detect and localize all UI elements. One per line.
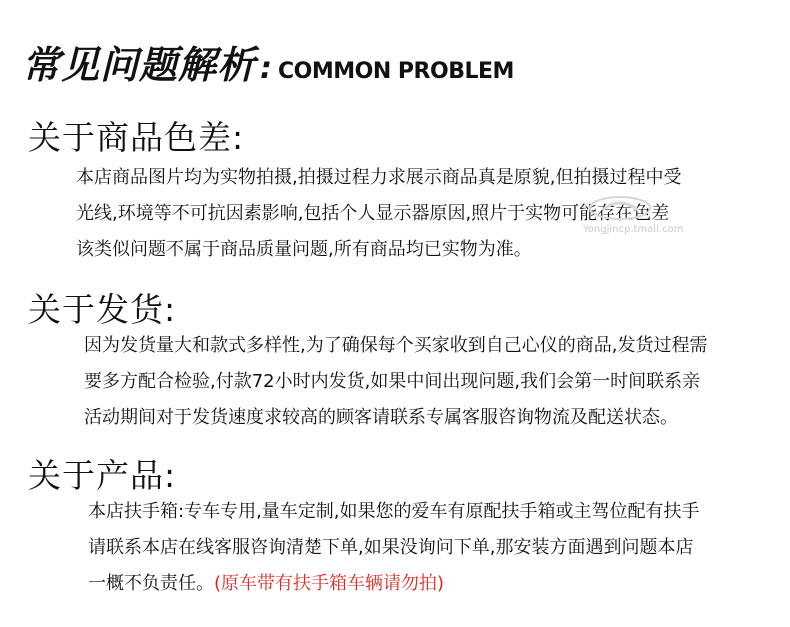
page-header [22, 34, 514, 89]
watermark-url: Yongjincp.tmall.com [583, 224, 684, 235]
page-title-chinese: 常见问题解析 [22, 43, 257, 87]
section-body-color-difference [76, 160, 684, 268]
section-heading-product: 关于产品: [28, 456, 177, 495]
section-body-product [88, 494, 700, 602]
page-title-english: COMMON PROBLEM [278, 59, 514, 84]
section-body-shipping [84, 328, 707, 436]
body-line: 因为发货量大和款式多样性,为了确保每个买家收到自己心仪的商品,发货过程需 [84, 335, 708, 356]
body-line: 请联系本店在线客服咨询清楚下单,如果没询问下单,那安装方面遇到问题本店 [88, 537, 694, 558]
body-line: 本店扶手箱:专车专用,量车定制,如果您的爱车有原配扶手箱或主驾位配有扶手 [88, 501, 700, 522]
body-line: 本店商品图片均为实物拍摄,拍摄过程力求展示商品真是原貌,但拍摄过程中受 [76, 167, 682, 188]
body-line: 光线,环境等不可抗因素影响,包括个人显示器原因,照片于实物可能存在色差 [76, 203, 670, 224]
disclaimer-text: 一概不负责任。 [88, 573, 214, 594]
section-heading-shipping: 关于发货: [28, 290, 177, 329]
page-title-colon: : [260, 51, 273, 86]
body-line-last [88, 566, 700, 602]
section-heading-color-difference: 关于商品色差: [28, 118, 245, 157]
body-line: 活动期间对于发货速度求较高的顾客请联系专属客服咨询物流及配送状态。 [84, 407, 678, 428]
red-warning-text: (原车带有扶手箱车辆请勿拍) [214, 573, 445, 594]
body-line: 该类似问题不属于商品质量问题,所有商品均已实物为准。 [76, 239, 532, 260]
body-line: 要多方配合检验,付款72小时内发货,如果中间出现问题,我们会第一时间联系亲 [84, 371, 701, 392]
